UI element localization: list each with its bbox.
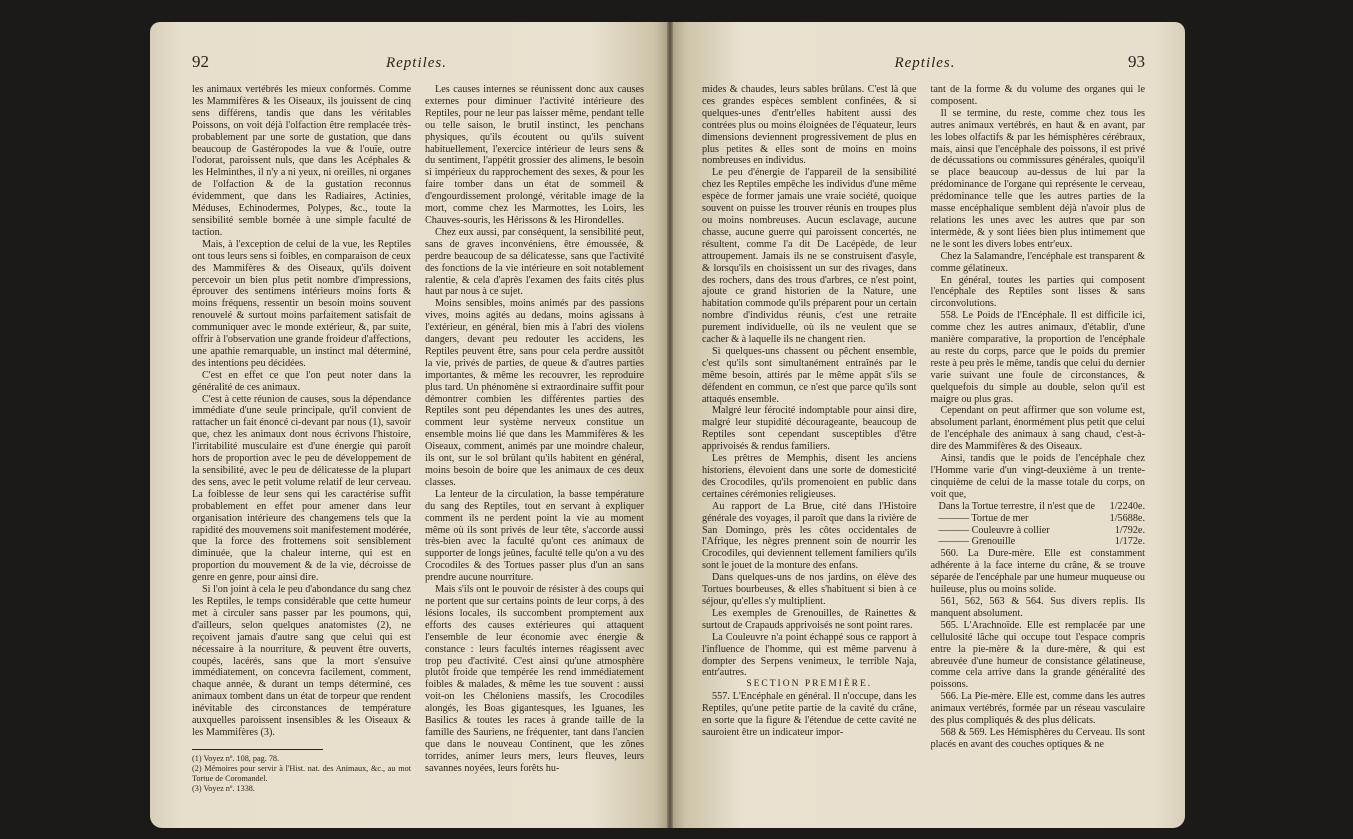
paragraph: Si l'on joint à cela le peu d'abondance du sang chez les Reptiles, le temps considérable que cette humeur met à circuler sans passer par les poumons, qui, d'ailleurs, selon quelques anatomistes (2), ne reçoivent jamais d'autre sang que celui qui est nécessaire à la nourriture, & peuvent être ouverts, coupés, lacérés, sans que la mort s'ensuive immédiatement, on concevra facilement, comment, chaque année, & durant un temps déterminé, ces animaux tombent dans un état de torpeur que rendent inévitable des circonstances de température auxquelles paroissent insensibles & les Oiseaux & les Mammifères (3). (192, 584, 411, 738)
open-book (150, 22, 1185, 828)
footnotes (192, 754, 411, 794)
weight-table-value: 1/2240e. (1109, 500, 1145, 512)
weight-table-row (931, 501, 1146, 513)
weight-table-value: 1/172e. (1114, 536, 1145, 548)
right-page-column-1 (702, 84, 917, 814)
page-number: 93 (1127, 52, 1145, 71)
weight-table-row (931, 536, 1146, 548)
paragraph: Mais s'ils ont le pouvoir de résister à des coups qui ne portent que sur certains points de leur corps, à des lésions locales, ils succombent promptement aux efforts des causes extérieures qui attaquent l'ensemble de leur économie avec énergie & constance : leurs facultés internes réagissent avec trop peu d'activité. C'est ainsi qu'une atmosphère plutôt froide que tempérée les rend immédiatement foibles & malades, & même les tue souvent : aussi voit-on les Chéloniens massifs, les Crocodiles alongés, les Boas gigantesques, les Iguanes, les Basilics & toutes les races à grande taille de la famille des Sauriens, ne fréquenter, tant dans l'ancien que dans le nouveau Continent, que les zônes torrides, animer leurs mers, leurs fleuves, leurs savannes noyées, leurs forêts hu- (425, 584, 644, 774)
paragraph: Le peu d'énergie de l'appareil de la sensibilité chez les Reptiles empêche les individus d'une même espèce de former jamais une vraie société, quoique souvent on puisse les trouver réunis en troupes plus ou moins nombreuses. Aucun esclavage, aucune chasse, aucune guerre qui paroissent concertés, ne résultent, comme l'a dit De Lacépède, de leur attroupement. Jamais ils ne se construisent d'asyle, & lorsqu'ils en choisissent un sur des rivages, dans des rochers, dans des trous d'arbres, ce n'est point, ajoute ce grand historien de la Nature, une habitation commode qu'ils préparent pour un certain nombre d'individus réunis, c'est une retraite purement individuelle, où ils ne veulent que se cacher & à laquelle ils ne changent rien. (702, 167, 917, 346)
paragraph: Les prêtres de Memphis, disent les anciens historiens, élevoient dans une sorte de domesticité des Crocodiles, qu'ils promenoient en public dans certaines cérémonies religieuses. (702, 453, 917, 500)
weight-table-row (931, 525, 1146, 537)
left-page (150, 22, 670, 828)
left-page-column-2 (425, 84, 644, 814)
paragraph: Malgré leur férocité indomptable pour ainsi dire, malgré leur stupidité décourageante, beaucoup de Reptiles sont cependant susceptibles d'être apprivoisés & rendus familiers. (702, 405, 917, 453)
right-page (670, 22, 1185, 828)
section-heading: SECTION PREMIÈRE. (746, 679, 873, 690)
paragraph: Les exemples de Grenouilles, de Rainettes & surtout de Crapauds apprivoisés ne sont point rares. (702, 607, 917, 631)
paragraph: 561, 562, 563 & 564. Sus divers replis. Ils manquent absolument. (930, 595, 1145, 619)
paragraph: mides & chaudes, leurs sables brûlans. C'est là que ces grandes espèces semblent confinées, & si quelques-unes d'entr'elles habitent aussi des contrées plus ou moins éloignées de l'équateur, leurs dimensions deviennent progressivement de plus en plus petites & elles sont de moins en moins nombreuses en individus. (702, 84, 917, 167)
weight-table-label: ——— Grenouille (938, 536, 1016, 548)
paragraph: Dans quelques-uns de nos jardins, on élève des Tortues bourbeuses, & elles s'habituent si bien à ce séjour, qu'elles s'y multiplient. (702, 572, 917, 607)
paragraph: La Couleuvre n'a point échappé sous ce rapport à l'influence de l'homme, qui est même parvenu à dompter des Serpens venimeux, le terrible Naja, entr'autres. (702, 631, 917, 679)
paragraph: 557. L'Encéphale en général. Il n'occupe, dans les Reptiles, qu'une petite partie de la cavité du crâne, en sorte que la figure & l'étendue de cette cavité ne sauroient être un indicateur impor- (702, 691, 917, 738)
running-title: Reptiles. (385, 55, 448, 71)
paragraph: 568 & 569. Les Hémisphères du Cerveau. Ils sont placés en avant des couches optiques & ne (930, 726, 1145, 750)
paragraph: C'est en effet ce que l'on peut noter dans la généralité de ces animaux. (192, 369, 411, 393)
left-page-header (192, 52, 644, 78)
weight-table-row (931, 513, 1146, 525)
weight-table-value: 1/792e. (1114, 524, 1145, 536)
footnote-divider (192, 749, 323, 750)
paragraph: En général, toutes les parties qui composent l'encéphale des Reptiles sont lisses & sans circonvolutions. (930, 274, 1145, 310)
paragraph: Ainsi, tandis que le poids de l'encéphale chez l'Homme varie d'un vingt-deuxième à un trente-cinquième de celui de la masse totale du corps, on voit que, (930, 453, 1145, 500)
paragraph: tant de la forme & du volume des organes qui le composent. (930, 84, 1145, 107)
weight-table-value: 1/5688e. (1109, 512, 1145, 524)
paragraph: La lenteur de la circulation, la basse température du sang des Reptiles, tout en servant à expliquer comment ils ne perdent point la vie au moment même où ils sont privés de leur tête, s'accorde aussi très-bien avec la faculté qu'ont ces animaux de supporter de longs jeûnes, faculté telle qu'on a vu des Crocodiles & des Tortues passer plus d'un an sans prendre aucune nourriture. (425, 488, 644, 584)
paragraph: C'est à cette réunion de causes, sous la dépendance immédiate d'une seule principale, qu'il convient de rattacher un fait énoncé ci-devant par nous (1), savoir que, chez les animaux dont nous écrivons l'histoire, l'irritabilité musculaire est d'une énergie qui paroît hors de proportion avec le peu de développement de la sensibilité, avec le peu de délicatesse de la plupart des sens, avec le petit volume relatif de leur cerveau. La foiblesse de leur sens qui les caractérise suffit probablement en effet pour amener dans leur organisation intérieure des changemens tels que la rapidité des mouvemens soit manifestement modérée, que la force des frottemens soit sensiblement diminuée, que la chaleur interne, qui est en proportion du mouvement & de la vie, décroisse de genre en genre, pour ainsi dire. (192, 393, 411, 584)
paragraph: Les causes internes se réunissent donc aux causes externes pour diminuer l'activité intérieure des Reptiles, pour ne leur pas laisser même, pendant telle ou telle saison, le brutil instinct, les penchans physiques, qu'ils écoutent ou qu'ils suivent habituellement, l'exercice intérieur de leurs sens & du sentiment, l'appétit grossier des alimens, le besoin si impérieux du rapprochement des sexes, & pour les faire tomber dans un état de sommeil & d'engourdissement prolongé, véritable image de la mort, comme chez les Marmottes, les Loirs, les Chauves-souris, les Hérissons & les Hirondelles. (425, 84, 644, 226)
weight-table-intro: Dans la Tortue terrestre, il n'est que de (938, 500, 1096, 512)
right-page-column-2 (931, 84, 1146, 814)
paragraph: les animaux vertébrés les mieux conformés. Comme les Mammifères & les Oiseaux, ils jouissent de cinq sens différens, tandis que dans les véritables Poissons, on voit déjà l'olfaction être remplacée très-probablement par une sorte de gustation, que dans beaucoup de Gastéropodes la vue & l'ouïe, outre l'odorat, paroissent nuls, que dans les Acéphales & les Helminthes, il n'y a ni yeux, ni oreilles, ni organes de l'olfaction & de la gustation reconnus évidemment, que dans les Radiaires, Actinies, Méduses, Echinodermes, Polypes, &c., toute la sensibilité semble bornée à une simple faculté de taction. (192, 84, 411, 238)
footnote: (1) Voyez nº. 108, pag. 78. (192, 753, 280, 763)
paragraph: Moins sensibles, moins animés par des passions vives, moins agités au dedans, moins agissans à l'extérieur, en général, bien mis à l'abri des violens dangers, devant peu redouter les accidens, les Reptiles peuvent être, sans pour cela perdre aussitôt la vie, privés de parties, de queue & d'autres parties importantes, & même les recouvrer, les reproduire plus tard. Un phénomène si extraordinaire suffit pour démontrer combien les différentes parties des Reptiles sont peu dépendantes les unes des autres, comment leur système nerveux constitue un ensemble moins lié que dans les Mammifères & les Oiseaux, comment, animés par une moindre chaleur, ils ont, sur le sol brûlant qu'ils habitent en général, moins besoin de boire que les animaux de ces deux classes. (425, 298, 644, 488)
paragraph: Au rapport de La Brue, cité dans l'Histoire générale des voyages, il paroît que dans la rivière de San Domingo, près les côtes occidentales de l'Afrique, les nègres prennent soin de nourrir les Crocodiles, qui deviennent tellement familiers qu'ils sont le jouet de la monture des enfans. (702, 500, 917, 572)
paragraph: 560. La Dure-mère. Elle est constamment adhérente à la face interne du crâne, & se trouve séparée de l'encéphale par une humeur muqueuse ou huileuse, plus ou moins solide. (930, 548, 1145, 596)
left-page-column-1 (192, 84, 411, 814)
paragraph: 558. Le Poids de l'Encéphale. Il est difficile ici, comme chez les autres animaux, d'établir, d'une manière comparative, la proportion de l'encéphale au reste du corps, parce que le poids du premier reste à peu près le même, tandis que celui du dernier varie suivant une foule de circonstances, & quelquefois du simple au double, selon qu'il est maigre ou plus gras. (930, 310, 1145, 405)
footnote: (2) Mémoires pour servir à l'Hist. nat. des Animaux, &c., au mot Tortue de Coromandel. (192, 763, 411, 783)
paragraph: Chez eux aussi, par conséquent, la sensibilité peut, sans de graves inconvéniens, être émoussée, & perdre beaucoup de sa délicatesse, sans que l'activité des fonctions de la vie intérieure en soit notablement ralentie, & cela d'après l'examen des faits cités plus haut par nous à ce sujet. (425, 226, 644, 298)
paragraph: Chez la Salamandre, l'encéphale est transparent & comme gélatineux. (930, 250, 1145, 274)
paragraph: Si quelques-uns chassent ou pêchent ensemble, c'est qu'ils sont simultanément entraînés par le même besoin, attirés par le même appât s'ils se défendent en commun, ce n'est que parce qu'ils sont attaqués ensemble. (702, 345, 917, 405)
paragraph: Il se termine, du reste, comme chez tous les autres animaux vertébrés, en haut & en avant, par les lobes olfactifs & par les hémisphères cérébraux, mais, ainsi que l'encéphale des poissons, il est privé de décussations ou commissures générales, quoiqu'il se place beaucoup au-dessus de lui par la prédominance de l'organe qui représente le cerveau, prédominance telle que les autres parties de la masse encéphalique semblent déjà n'avoir plus de relations les unes avec les autres que par son intermède, & y sont liées bien plus intimement que ne le sont les divers lobes entr'eux. (930, 107, 1145, 250)
footnote: (3) Voyez nº. 1338. (192, 783, 255, 793)
paragraph: Cependant on peut affirmer que son volume est, absolument parlant, énormément plus petit que celui de l'encéphale des animaux à sang chaud, c'est-à-dire des Mammifères & des Oiseaux. (930, 405, 1145, 453)
paragraph: Mais, à l'exception de celui de la vue, les Reptiles ont tous leurs sens si foibles, en comparaison de ceux des Mammifères & des Oiseaux, qu'ils doivent percevoir un bien plus petit nombre d'impressions, éprouver des sentimens intérieurs moins forts & moins fréquens, ressentir un besoin moins souvent renouvelé & surtout moins parfaitement satisfait de communiquer avec le monde extérieur, &, par suite, offrir à l'observation une grande froideur d'affections, une apathie remarquable, un instinct mal déterminé, des intentions peu décidées. (192, 238, 411, 369)
page-number: 92 (192, 52, 209, 71)
book-gutter (667, 22, 673, 828)
weight-table-label: ——— Tortue de mer (938, 512, 1029, 524)
weight-table-label: ——— Couleuvre à collier (938, 524, 1050, 536)
running-title: Reptiles. (894, 55, 956, 71)
paragraph: 566. La Pie-mère. Elle est, comme dans les autres animaux vertébrés, formée par un réseau vasculaire des plus compliqués & des plus délicats. (930, 691, 1145, 727)
right-page-header (702, 52, 1145, 78)
paragraph: 565. L'Arachnoïde. Elle est remplacée par une cellulosité lâche qui occupe tout l'espace compris entre la pie-mère & la dure-mère, & qui est abreuvée d'une humeur de consistance gélatineuse, comme cela arrive dans la grande généralité des poissons. (930, 619, 1145, 691)
